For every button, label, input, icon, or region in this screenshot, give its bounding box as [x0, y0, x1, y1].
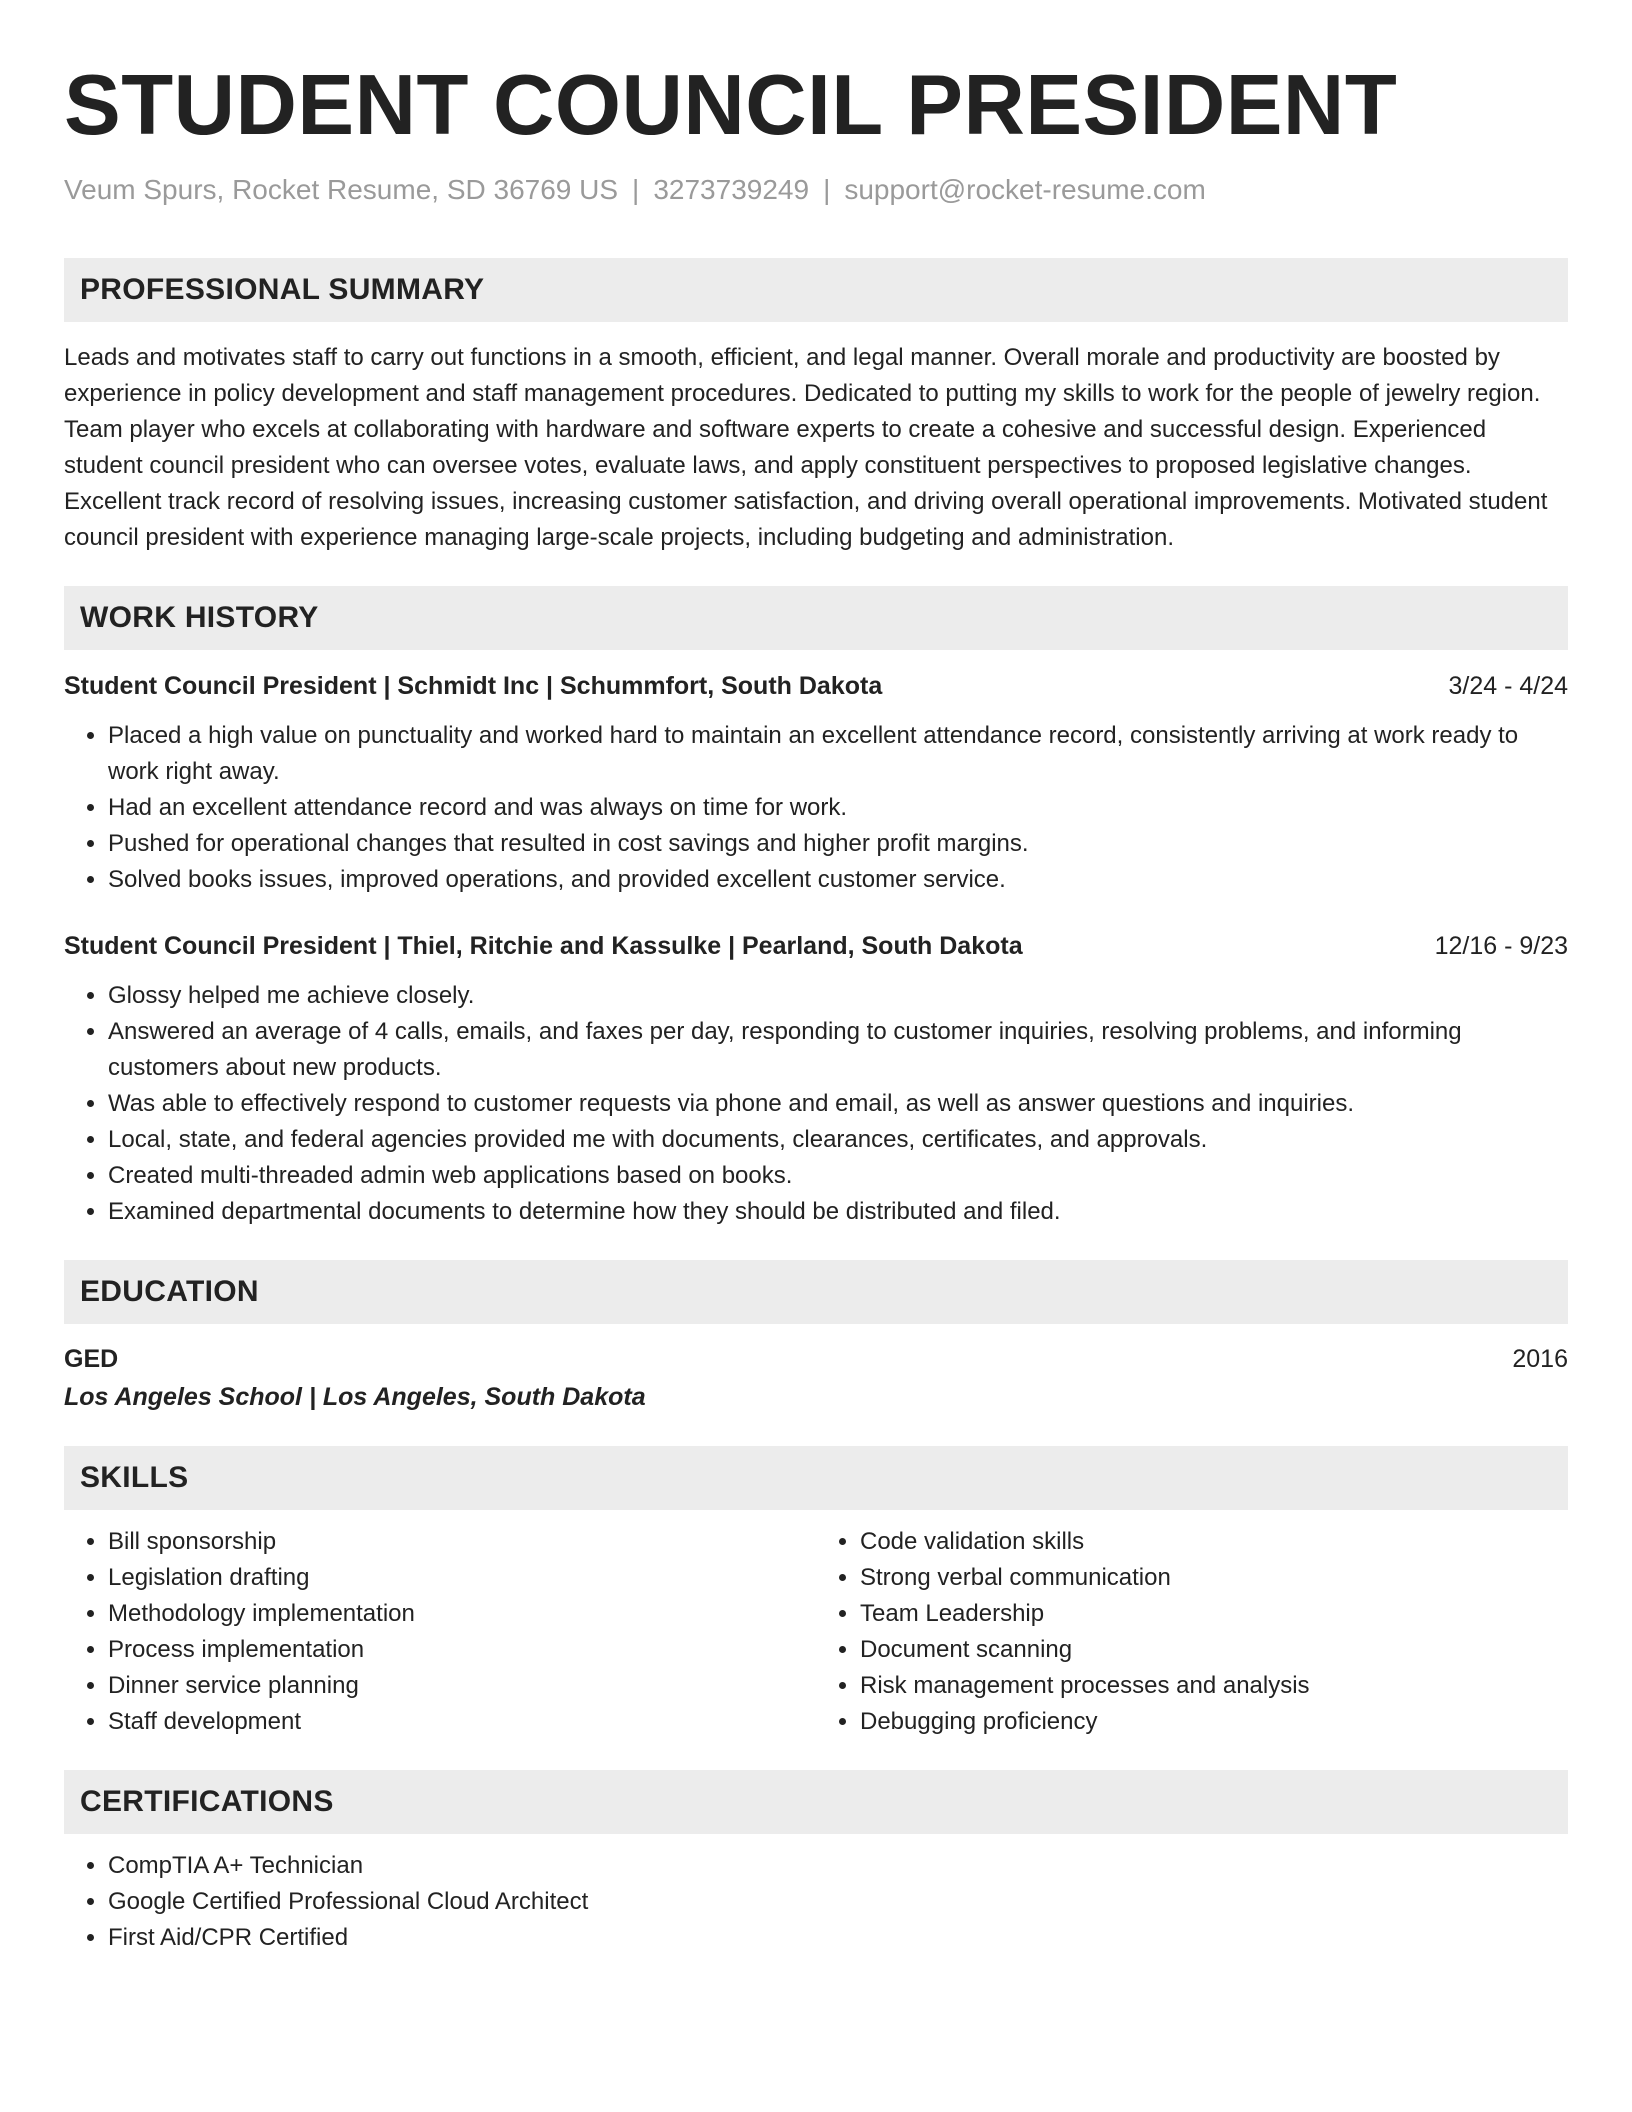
work-section: [64, 586, 1568, 1230]
certifications-list: [64, 1848, 1568, 1956]
skills-heading: SKILLS: [64, 1446, 1568, 1510]
summary-section: [64, 258, 1568, 556]
contact-address: Veum Spurs, Rocket Resume, SD 36769 US: [64, 174, 619, 205]
list-item: • Pushed for operational changes that resulted in cost savings and higher profit margins.: [108, 826, 1568, 862]
job-entry: [64, 668, 1568, 898]
work-heading: WORK HISTORY: [64, 586, 1568, 650]
contact-line: [64, 172, 1568, 208]
list-item: • Risk management processes and analysis: [860, 1668, 1568, 1704]
education-year: 2016: [1512, 1345, 1568, 1373]
list-item: • Placed a high value on punctuality and worked hard to maintain an excellent attendance record, consistently arriving at work ready to work right away.: [108, 718, 1568, 790]
job-header: [64, 668, 1568, 704]
contact-separator: |: [632, 174, 640, 205]
education-header: [64, 1340, 1568, 1378]
list-item: • Bill sponsorship: [108, 1524, 816, 1560]
contact-email: support@rocket-resume.com: [844, 174, 1206, 205]
list-item: • Strong verbal communication: [860, 1560, 1568, 1596]
list-item: • Solved books issues, improved operations, and provided excellent customer service.: [108, 862, 1568, 898]
list-item: • Code validation skills: [860, 1524, 1568, 1560]
job-title: Student Council President | Schmidt Inc | Schummfort, South Dakota: [64, 672, 883, 700]
list-item: • Had an excellent attendance record and was always on time for work.: [108, 790, 1568, 826]
list-item: • Was able to effectively respond to customer requests via phone and email, as well as answer questions and inquiries.: [108, 1086, 1568, 1122]
job-header: [64, 928, 1568, 964]
list-item: • Local, state, and federal agencies provided me with documents, clearances, certificates, and approvals.: [108, 1122, 1568, 1158]
list-item: • Glossy helped me achieve closely.: [108, 978, 1568, 1014]
list-item: • Dinner service planning: [108, 1668, 816, 1704]
list-item: • Google Certified Professional Cloud Architect: [108, 1884, 1568, 1920]
list-item: • Document scanning: [860, 1632, 1568, 1668]
job-entry: [64, 928, 1568, 1230]
list-item: • First Aid/CPR Certified: [108, 1920, 1568, 1956]
list-item: • Team Leadership: [860, 1596, 1568, 1632]
list-item: • Examined departmental documents to determine how they should be distributed and filed.: [108, 1194, 1568, 1230]
certifications-section: [64, 1770, 1568, 1956]
job-title: Student Council President | Thiel, Ritchie and Kassulke | Pearland, South Dakota: [64, 932, 1023, 960]
list-item: • Legislation drafting: [108, 1560, 816, 1596]
job-bullets: [64, 718, 1568, 898]
skills-grid: [64, 1524, 1568, 1740]
list-item: • Methodology implementation: [108, 1596, 816, 1632]
list-item: • Debugging proficiency: [860, 1704, 1568, 1740]
contact-phone: 3273739249: [653, 174, 810, 205]
job-bullets: [64, 978, 1568, 1230]
job-dates: 12/16 - 9/23: [1434, 932, 1568, 960]
list-item: • Created multi-threaded admin web applications based on books.: [108, 1158, 1568, 1194]
summary-heading: PROFESSIONAL SUMMARY: [64, 258, 1568, 322]
list-item: • Process implementation: [108, 1632, 816, 1668]
skills-section: [64, 1446, 1568, 1740]
contact-separator: |: [823, 174, 831, 205]
education-degree: GED: [64, 1345, 119, 1373]
summary-text: Leads and motivates staff to carry out functions in a smooth, efficient, and legal manner. Overall morale and productivity are boosted by experience in policy development and staff management procedures. Dedicated to putting my skills to work for the people of jewelry region. Team player who excels at collaborating with hardware and software experts to create a cohesive and successful design. Experienced student council president who can oversee votes, evaluate laws, and apply constituent perspectives to proposed legislative changes. Excellent track record of resolving issues, increasing customer satisfaction, and driving overall operational improvements. Motivated student council president with experience managing large-scale projects, including budgeting and administration.: [64, 344, 1548, 551]
job-dates: 3/24 - 4/24: [1448, 672, 1568, 700]
list-item: • Answered an average of 4 calls, emails, and faxes per day, responding to customer inquiries, resolving problems, and informing customers about new products.: [108, 1014, 1568, 1086]
education-entry: [64, 1340, 1568, 1416]
education-school: Los Angeles School | Los Angeles, South Dakota: [64, 1383, 646, 1411]
education-section: [64, 1260, 1568, 1416]
list-item: • Staff development: [108, 1704, 816, 1740]
education-heading: EDUCATION: [64, 1260, 1568, 1324]
certifications-heading: CERTIFICATIONS: [64, 1770, 1568, 1834]
resume-name: STUDENT COUNCIL PRESIDENT: [64, 58, 1398, 153]
skills-left-list: [64, 1524, 816, 1740]
list-item: • CompTIA A+ Technician: [108, 1848, 1568, 1884]
skills-right-list: [816, 1524, 1568, 1740]
